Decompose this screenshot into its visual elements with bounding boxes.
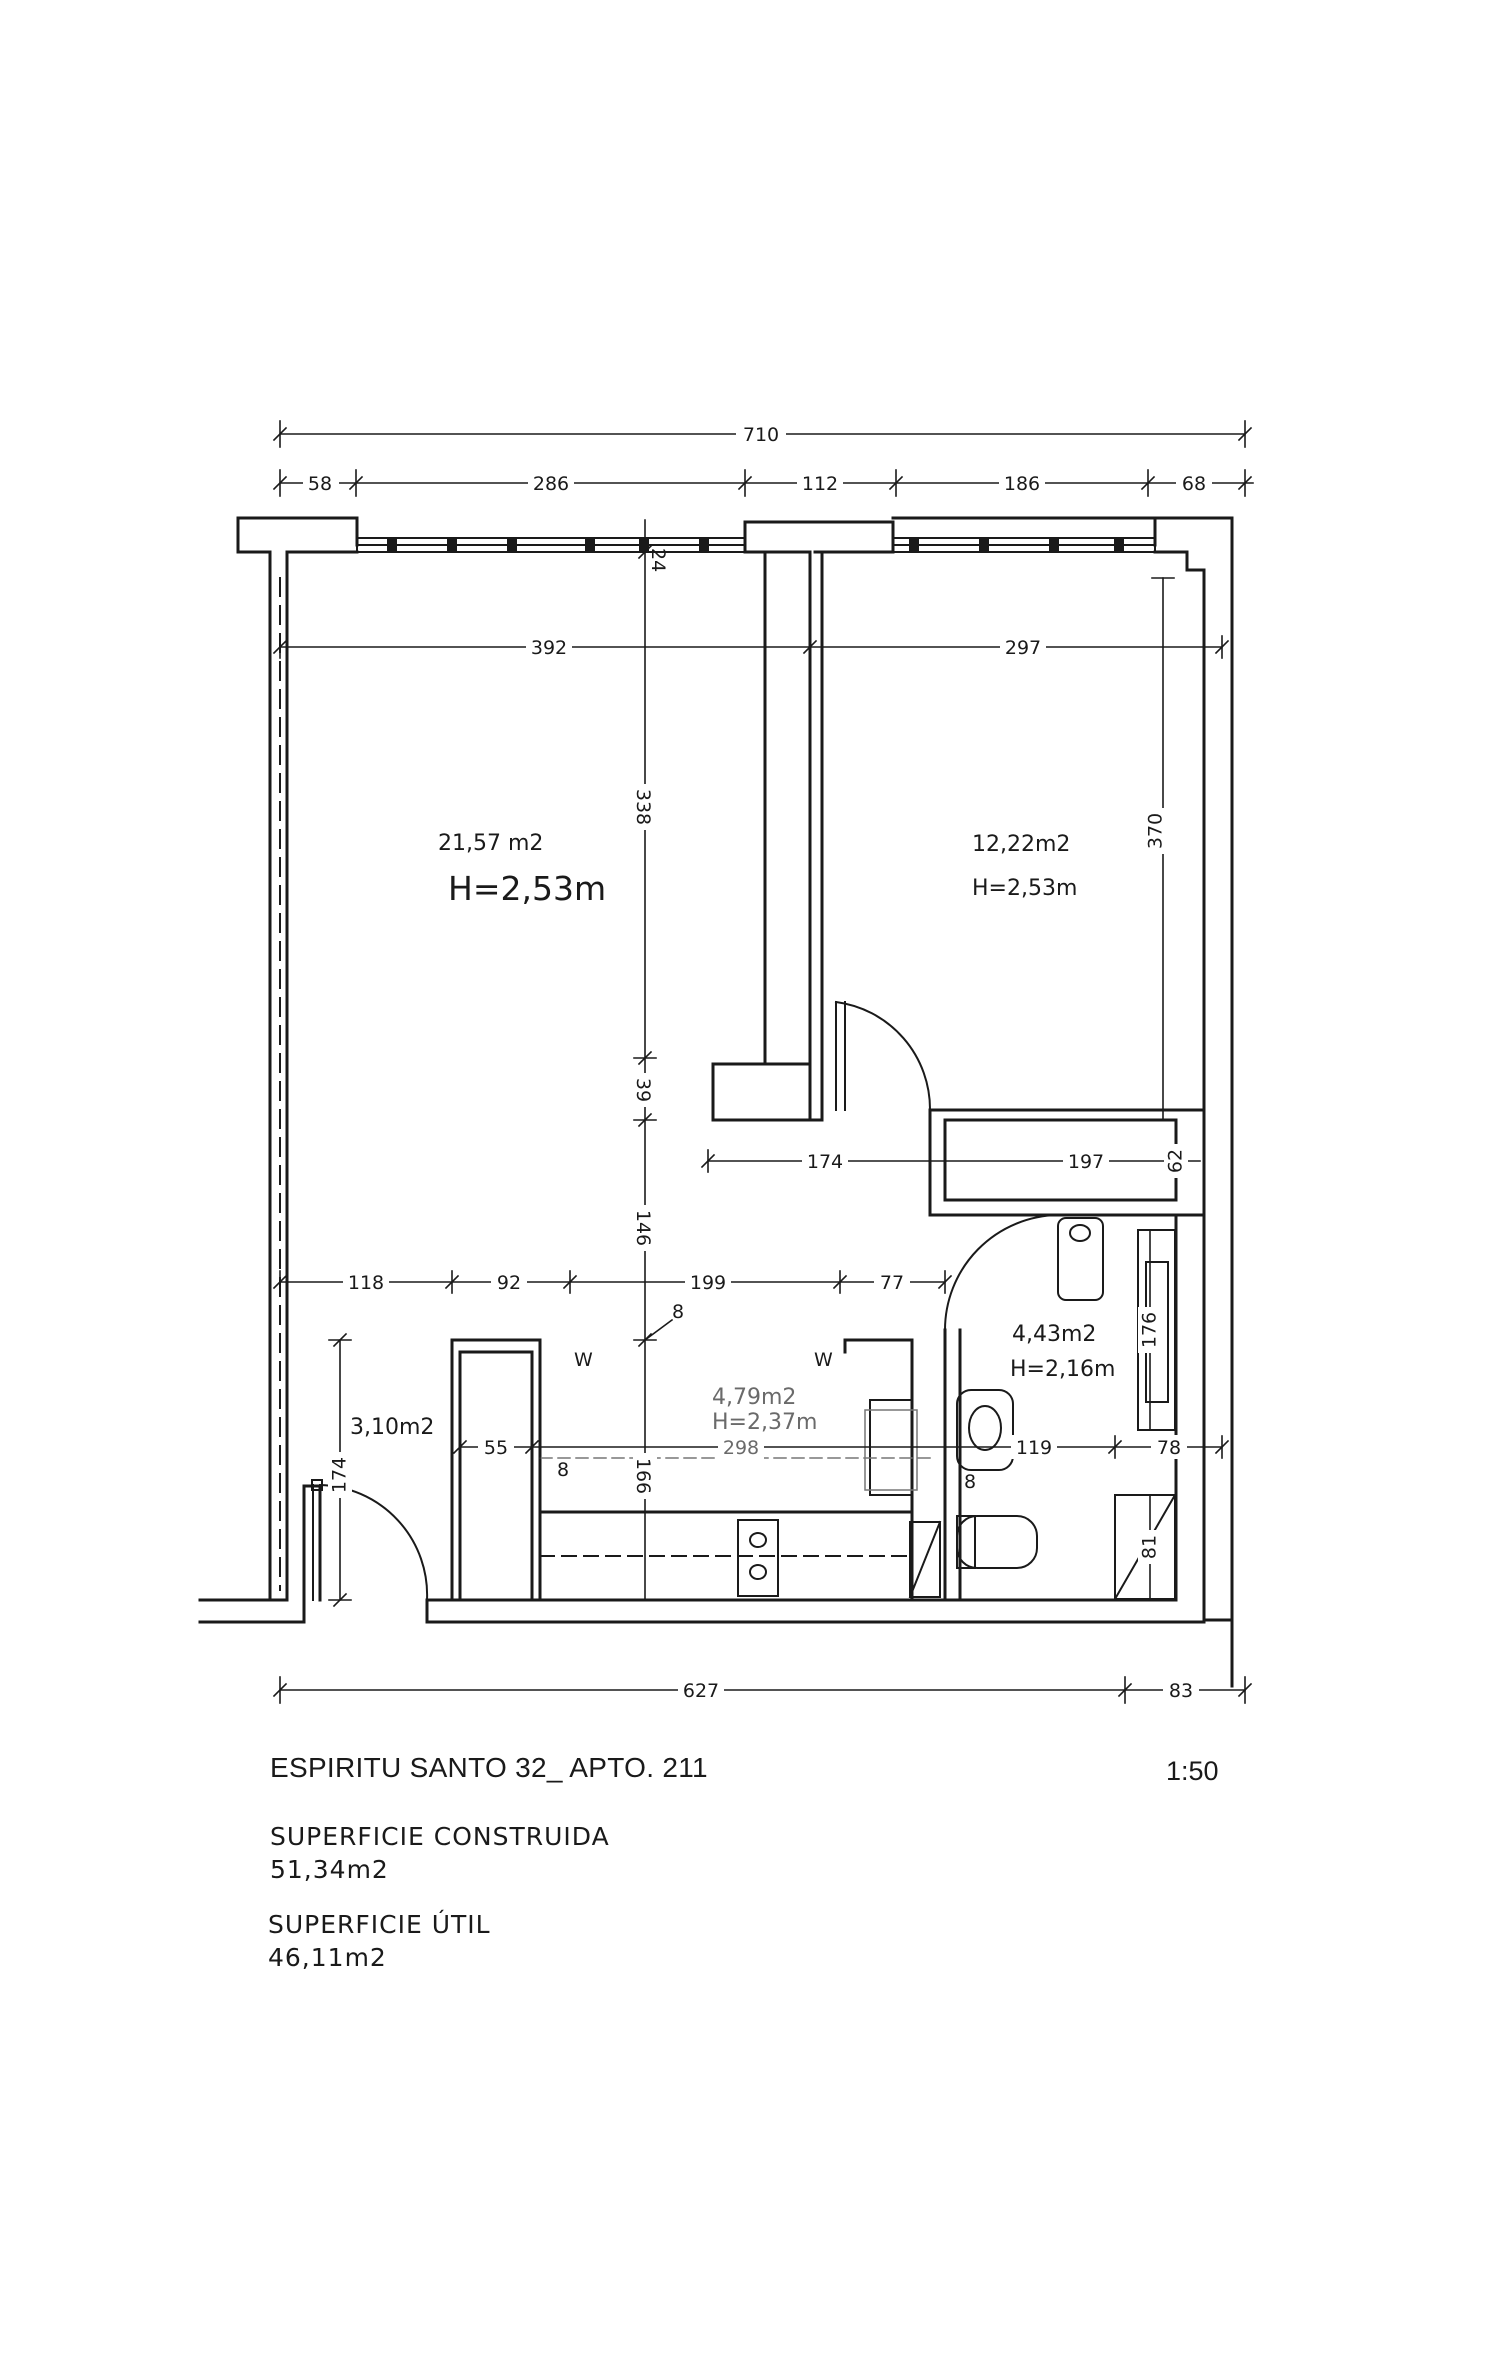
dim-top-68: 68	[1181, 473, 1207, 495]
bedroom-door	[836, 1002, 930, 1110]
dim-92: 92	[496, 1272, 522, 1294]
useful-area-value: 46,11m2	[268, 1943, 387, 1972]
dim-174-horizontal: 174	[806, 1151, 844, 1173]
living-room-area: 21,57 m2	[438, 831, 544, 856]
dim-bottom-83: 83	[1168, 1680, 1194, 1702]
bathroom-area: 4,43m2	[1012, 1322, 1097, 1347]
dim-top-286: 286	[532, 473, 570, 495]
dim-top-186: 186	[1003, 473, 1041, 495]
built-area-value: 51,34m2	[270, 1855, 389, 1884]
dim-total-width: 710	[742, 424, 780, 446]
bedroom-height: H=2,53m	[972, 876, 1078, 901]
dim-370: 370	[1144, 812, 1167, 850]
room-labels	[347, 831, 1116, 1440]
kitchen-area: 4,79m2	[712, 1385, 797, 1410]
dim-39: 39	[632, 1077, 654, 1103]
bottom-dimension-line	[274, 1677, 1251, 1703]
kitchen-walls	[452, 1340, 912, 1600]
dim-166: 166	[632, 1457, 654, 1495]
dim-118: 118	[347, 1272, 385, 1294]
closet-area: 3,10m2	[350, 1415, 435, 1440]
dim-8-closet: 8	[557, 1459, 570, 1481]
dim-392: 392	[530, 637, 568, 659]
bathroom-door	[945, 1215, 1058, 1330]
dim-199: 199	[689, 1272, 727, 1294]
dim-top-58: 58	[307, 473, 333, 495]
partition-living-bedroom	[713, 552, 822, 1120]
useful-area-label: SUPERFICIE ÚTIL	[268, 1910, 491, 1939]
dim-55: 55	[483, 1437, 509, 1459]
window-left	[357, 538, 745, 552]
dim-146: 146	[632, 1209, 654, 1247]
dim-81: 81	[1138, 1534, 1161, 1560]
dim-24: 24	[647, 548, 669, 573]
living-room-height: H=2,53m	[448, 869, 607, 908]
wardrobe-mark-left: W	[574, 1349, 593, 1371]
dim-8-corridor: 8	[672, 1301, 685, 1323]
dim-77: 77	[879, 1272, 905, 1294]
dim-297: 297	[1004, 637, 1042, 659]
wardrobe-mark-right: W	[814, 1349, 833, 1371]
dim-197: 197	[1067, 1151, 1105, 1173]
window-right	[893, 538, 1155, 552]
dim-338: 338	[632, 788, 654, 826]
built-area-label: SUPERFICIE CONSTRUIDA	[270, 1822, 610, 1851]
dimension-labels	[303, 421, 1212, 1702]
bedroom-bath-walls	[930, 1110, 1204, 1600]
dim-8-kitchen: 8	[964, 1471, 977, 1493]
bedroom-area: 12,22m2	[972, 832, 1071, 857]
dim-78: 78	[1156, 1437, 1182, 1459]
dim-176: 176	[1138, 1311, 1161, 1349]
bathroom-fixtures	[957, 1218, 1103, 1568]
dim-top-112: 112	[801, 473, 839, 495]
plan-scale: 1:50	[1166, 1756, 1219, 1786]
dim-298: 298	[722, 1437, 760, 1459]
dim-174-vertical: 174	[328, 1456, 351, 1494]
dim-bottom-627: 627	[682, 1680, 720, 1702]
dim-119: 119	[1015, 1437, 1053, 1459]
dim-62: 62	[1164, 1148, 1187, 1174]
bathroom-height: H=2,16m	[1010, 1357, 1116, 1382]
kitchen-height: H=2,37m	[712, 1410, 818, 1435]
plan-title: ESPIRITU SANTO 32_ APTO. 211	[270, 1752, 708, 1783]
